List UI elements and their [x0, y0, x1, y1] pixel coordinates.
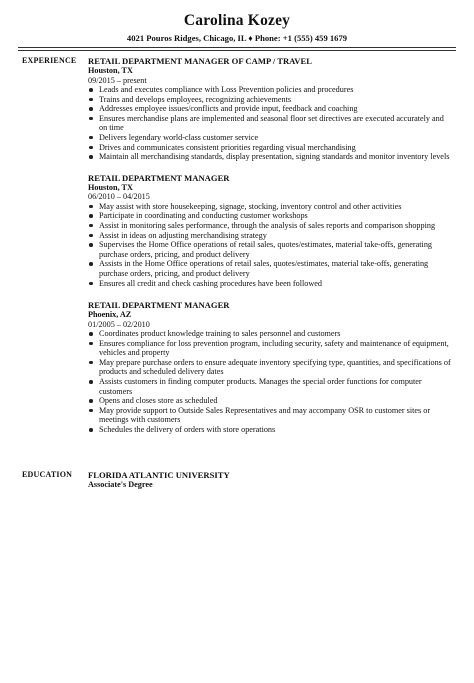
- job-location: Phoenix, AZ: [88, 310, 132, 320]
- degree: Associate's Degree: [88, 480, 153, 489]
- job-bullet: Maintain all merchandising standards, display presentation, signing standards and monitor inventory levels: [88, 152, 452, 162]
- job-entry: [88, 300, 452, 435]
- job-title: RETAIL DEPARTMENT MANAGER: [88, 172, 230, 183]
- job-bullet-list: [88, 202, 452, 288]
- experience-section: [18, 56, 456, 456]
- job-bullet: Assist in ideas on adjusting merchandising strategy: [88, 231, 452, 241]
- job-bullet: Ensures all credit and check cashing procedures have been followed: [88, 279, 452, 289]
- header-divider-top: [18, 47, 456, 48]
- job-bullet: Ensures compliance for loss prevention program, including security, safety and maintenance of equipment, vehicles and property: [88, 339, 452, 358]
- section-title-education: EDUCATION: [22, 470, 73, 479]
- job-bullet: May provide support to Outside Sales Representatives and may accompany OSR to customer sites or meetings with customers: [88, 406, 452, 425]
- job-location: Houston, TX: [88, 182, 133, 192]
- job-bullet: Assists in the Home Office operations of retail sales, quotes/estimates, material take-offs, generating purchase orders, pricing, and product delivery: [88, 259, 452, 278]
- job-bullet: Addresses employee issues/conflicts and provide input, feedback and coaching: [88, 104, 452, 114]
- job-location: Houston, TX: [88, 66, 133, 75]
- job-bullet: Leads and executes compliance with Loss Prevention policies and procedures: [88, 85, 452, 95]
- job-bullet: Trains and develops employees, recognizing achievements: [88, 95, 452, 105]
- header-divider-bottom: [18, 50, 456, 51]
- job-bullet-list: [88, 85, 452, 162]
- experience-body: [88, 56, 452, 435]
- job-bullet: May assist with store housekeeping, signage, stocking, inventory control and other activities: [88, 202, 452, 212]
- contact-line: 4021 Pouros Ridges, Chicago, IL ♦ Phone: +1 (555) 459 1679: [126, 33, 348, 43]
- school-name: FLORIDA ATLANTIC UNIVERSITY: [88, 470, 230, 480]
- job-dates: 09/2015 – present: [88, 75, 147, 85]
- job-bullet: Supervises the Home Office operations of retail sales, quotes/estimates, material take-offs, generating purchase orders, pricing, and product delivery: [88, 240, 452, 259]
- job-entry: [88, 56, 452, 162]
- job-dates: 01/2005 – 02/2010: [88, 319, 150, 329]
- job-dates: 06/2010 – 04/2015: [88, 192, 150, 202]
- job-bullet: Assists customers in finding computer products. Manages the special order functions for computer customers: [88, 377, 452, 396]
- job-bullet: Participate in coordinating and conducting customer workshops: [88, 211, 452, 221]
- section-title-experience: EXPERIENCE: [22, 56, 77, 65]
- candidate-name: Carolina Kozey: [183, 12, 291, 29]
- job-bullet: Drives and communicates consistent priorities regarding visual merchandising: [88, 143, 452, 153]
- education-body: [88, 470, 452, 490]
- job-title: RETAIL DEPARTMENT MANAGER OF CAMP / TRAVEL: [88, 56, 312, 66]
- job-bullet-list: [88, 329, 452, 435]
- job-bullet: Coordinates product knowledge training to sales personnel and customers: [88, 329, 452, 339]
- job-bullet: May prepare purchase orders to ensure adequate inventory specifying type, quantities, and specifications of products and scheduled delivery dates: [88, 358, 452, 377]
- job-title: RETAIL DEPARTMENT MANAGER: [88, 300, 230, 311]
- education-section: [18, 470, 456, 510]
- job-bullet: Assist in monitoring sales performance, through the analysis of sales reports and comparison shopping: [88, 221, 452, 231]
- job-bullet: Delivers legendary world-class customer service: [88, 133, 452, 143]
- job-bullet: Ensures merchandise plans are implemented and seasonal floor set directives are executed accurately and on time: [88, 114, 452, 133]
- job-bullet: Schedules the delivery of orders with store operations: [88, 425, 452, 435]
- job-bullet: Opens and closes store as scheduled: [88, 396, 452, 406]
- job-entry: [88, 173, 452, 288]
